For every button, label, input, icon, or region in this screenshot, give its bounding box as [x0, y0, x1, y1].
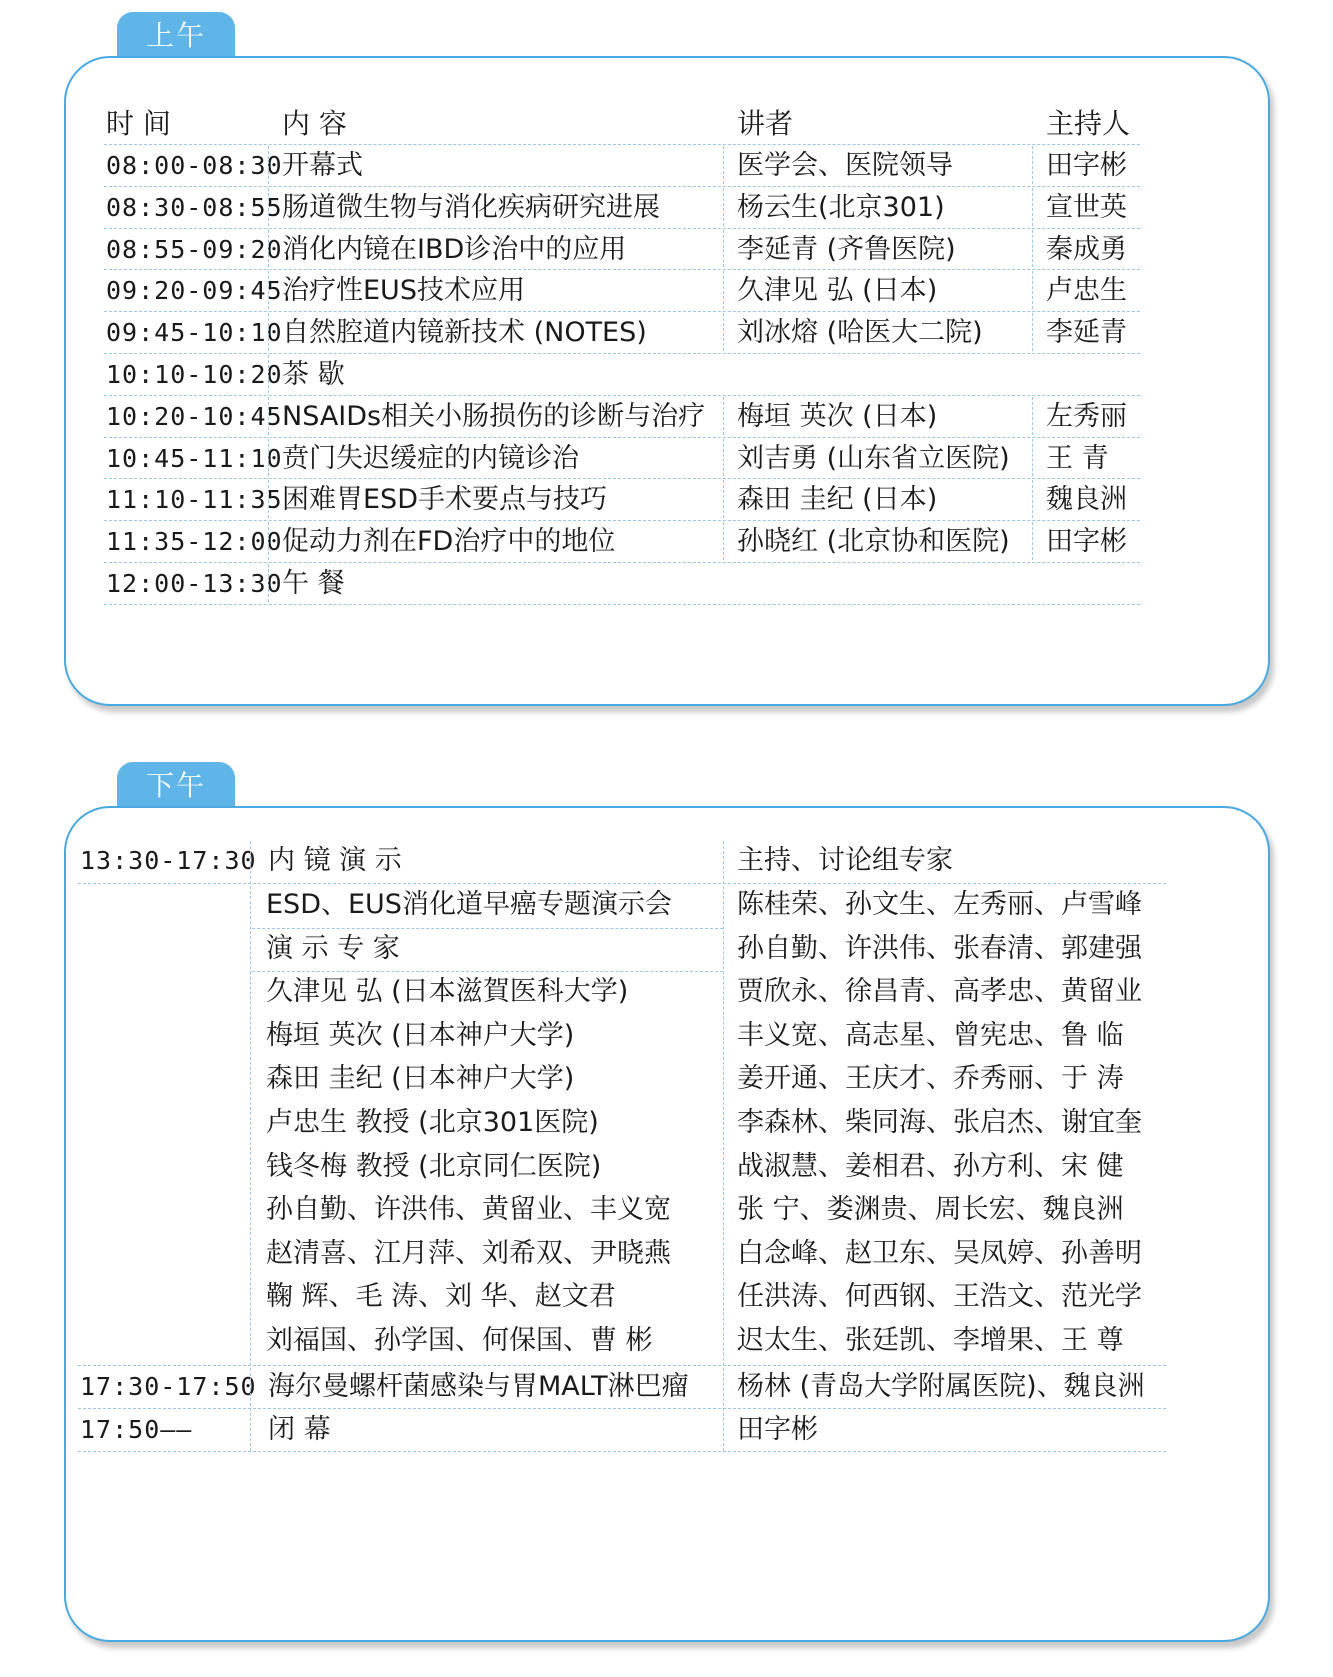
row-host: 李延青 [1046, 317, 1127, 349]
column-divider [268, 355, 269, 393]
panel-expert-line: 张 宁、娄渊贵、周长宏、魏良洲 [737, 1194, 1124, 1226]
row-host: 田字彬 [1046, 526, 1127, 558]
column-divider [250, 841, 251, 1451]
column-divider [268, 146, 269, 184]
panel-expert-line: 李森林、柴同海、张启杰、谢宜奎 [737, 1107, 1142, 1138]
row-content: 内 镜 演 示 [268, 845, 402, 876]
row-content: 开幕式 [282, 150, 363, 181]
row-content: 闭 幕 [268, 1413, 331, 1445]
column-divider [268, 271, 269, 309]
column-divider [1032, 397, 1033, 435]
panel-expert-line: 孙自勤、许洪伟、张春清、郭建强 [737, 932, 1142, 964]
column-divider [1032, 230, 1033, 268]
column-divider [723, 522, 724, 560]
row-speaker: 杨云生(北京301) [737, 191, 945, 223]
row-speaker: 刘冰熔 (哈医大二院) [737, 317, 983, 349]
row-time: 12:00-13:30 [106, 569, 283, 598]
row-speaker: 孙晓红 (北京协和医院) [737, 526, 1010, 558]
row-time: 08:55-09:20 [106, 234, 283, 264]
panel-expert-line: 贾欣永、徐昌青、高孝忠、黄留业 [737, 976, 1142, 1008]
column-divider [723, 146, 724, 184]
expert-line: 孙自勤、许洪伟、黄留业、丰义宽 [266, 1194, 671, 1226]
column-divider [268, 397, 269, 435]
header-time: 时 间 [106, 107, 171, 140]
column-divider [1032, 522, 1033, 560]
row-content: 午 餐 [282, 568, 345, 599]
row-speaker: 杨林 (青岛大学附属医院)、魏良洲 [737, 1370, 1145, 1402]
column-divider [268, 522, 269, 560]
expert-line: 久津见 弘 (日本滋賀医科大学) [266, 976, 629, 1008]
row-time: 10:10-10:20 [106, 360, 283, 389]
row-time: 09:45-10:10 [106, 318, 283, 348]
row-divider [78, 1451, 1166, 1452]
row-speaker: 刘吉勇 (山东省立医院) [737, 442, 1010, 474]
panel-expert-line: 战淑慧、姜相君、孙方利、宋 健 [737, 1150, 1124, 1182]
row-time: 17:30-17:50 [80, 1371, 257, 1401]
expert-line: 赵清喜、江月萍、刘希双、尹晓燕 [266, 1237, 671, 1269]
row-speaker: 李延青 (齐鲁医院) [737, 233, 956, 265]
panel-expert-line: 陈桂荣、孙文生、左秀丽、卢雪峰 [737, 889, 1142, 920]
header-host: 主持人 [1046, 107, 1131, 140]
row-host: 田字彬 [737, 1413, 818, 1445]
row-host: 魏良洲 [1046, 484, 1127, 516]
expert-line: 钱冬梅 教授 (北京同仁医院) [266, 1150, 602, 1182]
column-divider [723, 313, 724, 351]
row-host: 王 青 [1046, 442, 1109, 474]
row-divider [78, 1408, 1166, 1409]
row-time: 11:10-11:35 [106, 485, 283, 515]
column-divider [723, 397, 724, 435]
panel-expert-line: 丰义宽、高志星、曾宪忠、鲁 临 [737, 1019, 1124, 1051]
panel-expert-line: 白念峰、赵卫东、吴凤婷、孙善明 [737, 1237, 1142, 1269]
row-content: 贲门失迟缓症的内镜诊治 [282, 442, 579, 474]
header-content: 内 容 [282, 107, 347, 140]
row-divider [252, 928, 723, 929]
row-speaker: 久津见 弘 (日本) [737, 275, 938, 307]
column-divider [723, 230, 724, 268]
expert-line: ESD、EUS消化道早癌专题演示会 [266, 889, 672, 920]
expert-line: 演 示 专 家 [266, 932, 400, 964]
row-time: 09:20-09:45 [106, 276, 283, 306]
column-divider [1032, 146, 1033, 184]
column-divider [723, 439, 724, 477]
row-content: 消化内镜在IBD诊治中的应用 [282, 233, 627, 265]
expert-line: 刘福国、孙学国、何保国、曹 彬 [266, 1325, 653, 1356]
panel-expert-line: 迟太生、张廷凯、李增果、王 尊 [737, 1325, 1124, 1356]
column-divider [268, 188, 269, 226]
header-speaker: 讲者 [737, 107, 794, 140]
row-content: 治疗性EUS技术应用 [282, 275, 525, 307]
column-divider [723, 271, 724, 309]
expert-line: 鞠 辉、毛 涛、刘 华、赵文君 [266, 1281, 616, 1313]
row-content: 促动力剂在FD治疗中的地位 [282, 526, 616, 558]
row-time: 10:45-11:10 [106, 443, 283, 473]
row-time: 11:35-12:00 [106, 527, 283, 557]
column-divider [1032, 480, 1033, 518]
row-host: 宣世英 [1046, 191, 1127, 223]
row-host: 秦成勇 [1046, 233, 1127, 265]
row-speaker: 梅垣 英次 (日本) [737, 400, 938, 432]
row-host: 卢忠生 [1046, 275, 1127, 307]
row-content: 茶 歇 [282, 359, 345, 390]
column-divider [1032, 313, 1033, 351]
row-divider [104, 604, 1140, 605]
column-divider [268, 564, 269, 602]
row-time: 08:00-08:30 [106, 151, 283, 180]
row-content: 自然腔道内镜新技术 (NOTES) [282, 317, 647, 349]
row-time: 10:20-10:45 [106, 401, 283, 431]
column-divider [1032, 188, 1033, 226]
row-host: 左秀丽 [1046, 400, 1127, 432]
row-host: 田字彬 [1046, 150, 1127, 181]
column-divider [268, 439, 269, 477]
column-divider [1032, 271, 1033, 309]
expert-line: 卢忠生 教授 (北京301医院) [266, 1107, 599, 1138]
expert-line: 梅垣 英次 (日本神户大学) [266, 1019, 575, 1051]
row-content: 肠道微生物与消化疾病研究进展 [282, 191, 660, 223]
row-time: 17:50—— [80, 1414, 193, 1444]
row-time: 08:30-08:55 [106, 192, 283, 222]
row-content: 困难胃ESD手术要点与技巧 [282, 484, 607, 516]
row-host: 主持、讨论组专家 [737, 845, 953, 876]
tab-afternoon: 下午 [117, 762, 235, 810]
column-divider [268, 480, 269, 518]
column-divider [723, 841, 724, 1451]
panel-expert-line: 任洪涛、何西钢、王浩文、范光学 [737, 1281, 1142, 1313]
row-time: 13:30-17:30 [80, 846, 257, 875]
column-divider [723, 480, 724, 518]
panel-expert-line: 姜开通、王庆才、乔秀丽、于 涛 [737, 1063, 1124, 1095]
row-speaker: 医学会、医院领导 [737, 150, 953, 181]
expert-line: 森田 圭纪 (日本神户大学) [266, 1063, 575, 1095]
tab-morning: 上午 [117, 12, 235, 60]
row-content: NSAIDs相关小肠损伤的诊断与治疗 [282, 400, 706, 432]
row-divider [252, 971, 723, 972]
column-divider [1032, 439, 1033, 477]
row-content: 海尔曼螺杆菌感染与胃MALT淋巴瘤 [268, 1370, 689, 1402]
row-speaker: 森田 圭纪 (日本) [737, 484, 938, 516]
column-divider [723, 188, 724, 226]
column-divider [268, 313, 269, 351]
column-divider [268, 230, 269, 268]
